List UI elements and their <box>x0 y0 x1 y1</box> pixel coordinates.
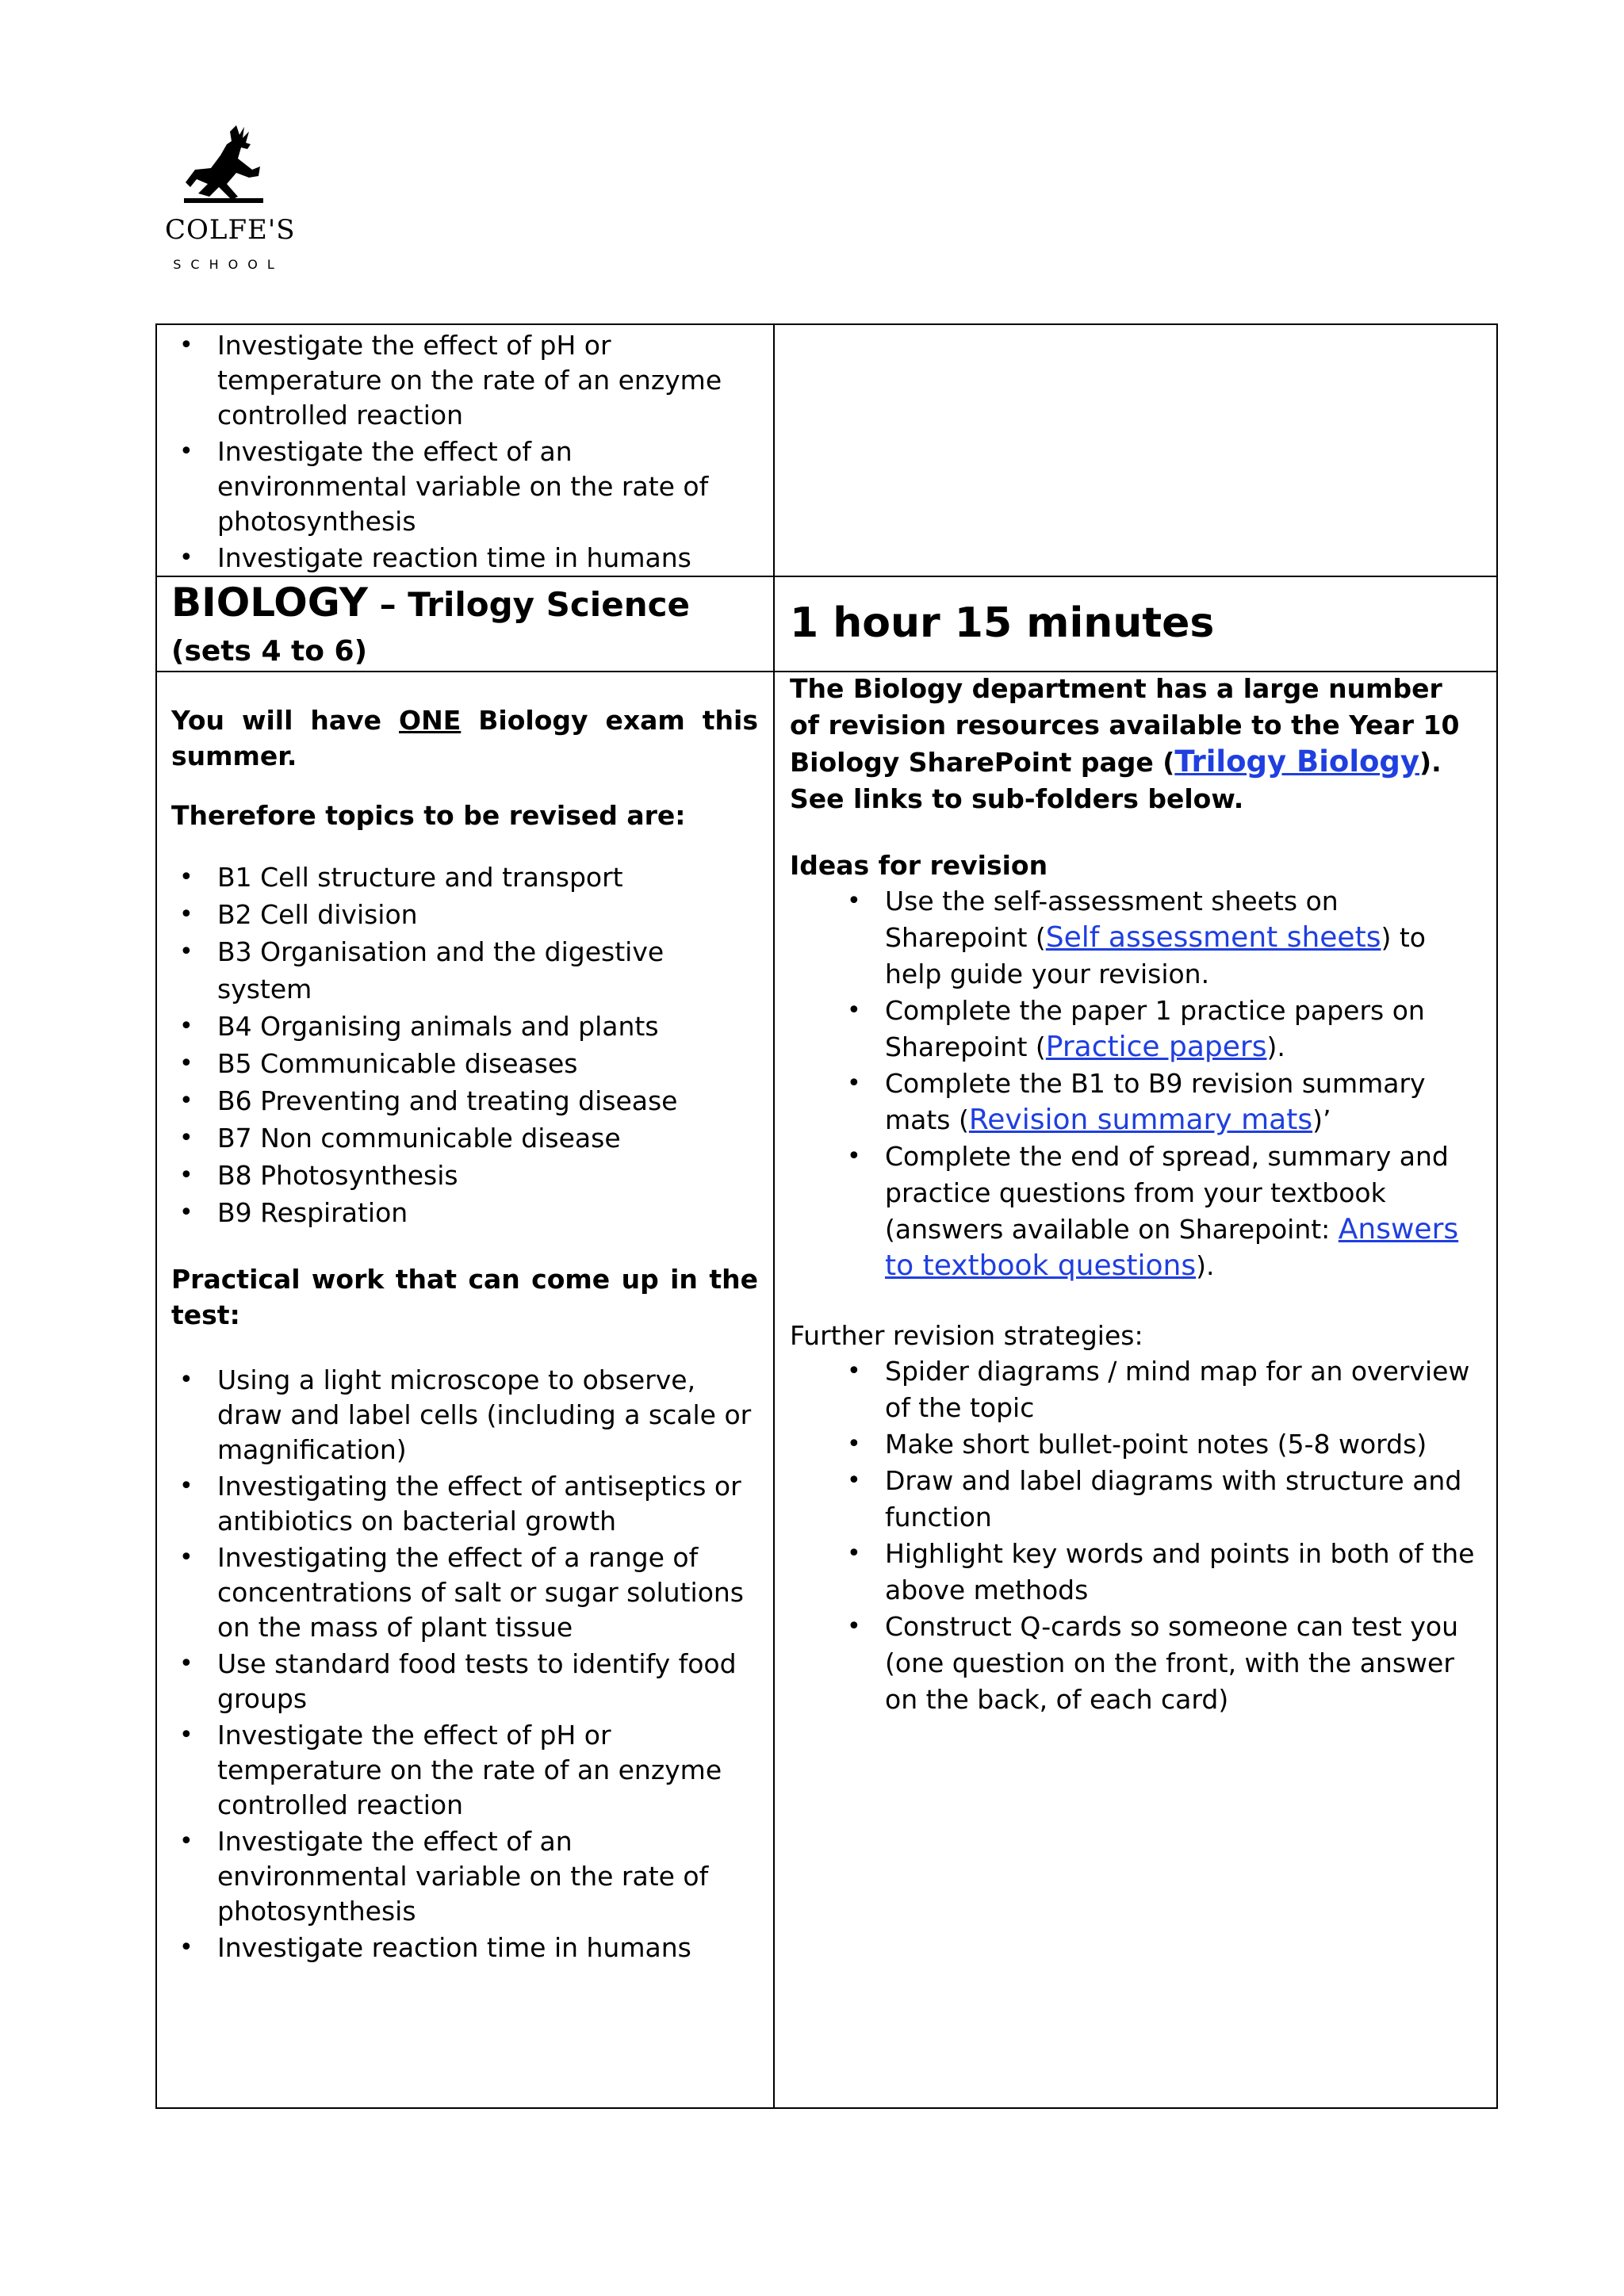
continued-practical-list <box>168 328 763 576</box>
column-divider <box>773 325 775 2107</box>
idea-item: • Complete the end of spread, summary and practice questions from your textbook (answers available on Sharepoint: Answers to textbook questions). <box>836 1138 1480 1284</box>
practical-item: • Investigating the effect of a range of concentrations of salt or sugar solutions on the mass of plant tissue <box>168 1540 758 1645</box>
logo-name: COLFE'S <box>165 214 296 246</box>
resources-intro: The Biology department has a large number of revision resources available to the Year 10 Biology SharePoint page (Trilogy Biology). See links to sub-folders below. <box>790 673 1460 814</box>
practical-item: • Using a light microscope to observe, draw and label cells (including a scale or magnification) <box>168 1363 758 1468</box>
self-assessment-link[interactable]: Self assessment sheets <box>1045 921 1381 954</box>
ideas-list <box>836 883 1480 1284</box>
trilogy-biology-link[interactable]: Trilogy Biology <box>1174 744 1420 779</box>
school-logo <box>165 121 296 279</box>
main-right-cell <box>790 671 1480 1718</box>
course-title: Trilogy Science <box>408 585 690 624</box>
main-left-cell <box>171 702 758 1967</box>
topic-item: • B1 Cell structure and transport <box>168 859 758 896</box>
subject-title: BIOLOGY <box>171 580 368 626</box>
idea-item: • Complete the paper 1 practice papers on Sharepoint (Practice papers). <box>836 993 1480 1066</box>
idea-item: • Complete the B1 to B9 revision summary mats (Revision summary mats)’ <box>836 1066 1480 1138</box>
topic-item: • B4 Organising animals and plants <box>168 1008 758 1045</box>
strategy-item: • Make short bullet-point notes (5-8 words) <box>836 1426 1480 1463</box>
top-left-cell <box>168 328 763 577</box>
strategy-item: • Spider diagrams / mind map for an overview of the topic <box>836 1353 1480 1426</box>
practical-item: • Investigate reaction time in humans <box>168 1931 758 1965</box>
list-item: • Investigate reaction time in humans <box>168 541 763 576</box>
practical-item: • Use standard food tests to identify food groups <box>168 1647 758 1716</box>
strategy-item: • Draw and label diagrams with structure and function <box>836 1463 1480 1536</box>
revision-table <box>155 323 1498 2109</box>
topic-item: • B5 Communicable diseases <box>168 1045 758 1082</box>
exam-intro: You will have ONE Biology exam this summer. <box>171 705 758 771</box>
topic-item: • B7 Non communicable disease <box>168 1119 758 1157</box>
strategy-item: • Construct Q-cards so someone can test you (one question on the front, with the answer on the back, of each card) <box>836 1609 1480 1718</box>
topic-item: • B8 Photosynthesis <box>168 1157 758 1194</box>
practice-papers-link[interactable]: Practice papers <box>1045 1031 1267 1063</box>
topic-item: • B3 Organisation and the digestive system <box>168 933 758 1008</box>
list-item: • Investigate the effect of pH or temperature on the rate of an enzyme controlled reaction <box>168 328 763 433</box>
practical-heading: Practical work that can come up in the test: <box>171 1264 758 1330</box>
revision-mats-link[interactable]: Revision summary mats <box>968 1104 1313 1136</box>
practical-item: • Investigate the effect of pH or temperature on the rate of an enzyme controlled reaction <box>168 1718 758 1823</box>
logo-school: SCHOOL <box>173 257 284 272</box>
list-item: • Investigate the effect of an environmental variable on the rate of photosynthesis <box>168 434 763 539</box>
strategy-item: • Highlight key words and points in both of the above methods <box>836 1536 1480 1609</box>
topic-item: • B6 Preventing and treating disease <box>168 1082 758 1119</box>
textbook-answers-link[interactable]: Answers to textbook questions <box>885 1213 1459 1282</box>
topics-list <box>168 859 758 1231</box>
duration-cell <box>790 599 1472 647</box>
one-emphasis: ONE <box>399 705 462 736</box>
exam-duration: 1 hour 15 minutes <box>790 599 1215 647</box>
topic-item: • B2 Cell division <box>168 896 758 933</box>
strategies-list <box>836 1353 1480 1718</box>
topics-heading: Therefore topics to be revised are: <box>171 800 686 831</box>
idea-item: • Use the self-assessment sheets on Sharepoint (Self assessment sheets) to help guide your revision. <box>836 883 1480 993</box>
sets-label: (sets 4 to 6) <box>171 635 368 668</box>
practical-item: • Investigating the effect of antiseptics or antibiotics on bacterial growth <box>168 1469 758 1539</box>
practical-item: • Investigate the effect of an environmental variable on the rate of photosynthesis <box>168 1824 758 1929</box>
ideas-heading: Ideas for revision <box>790 850 1048 881</box>
title-cell: BIOLOGY – Trilogy Science (sets 4 to 6) <box>171 580 766 669</box>
further-heading: Further revision strategies: <box>790 1320 1143 1351</box>
practical-list <box>168 1363 758 1965</box>
topic-item: • B9 Respiration <box>168 1194 758 1231</box>
stag-icon <box>181 121 276 208</box>
